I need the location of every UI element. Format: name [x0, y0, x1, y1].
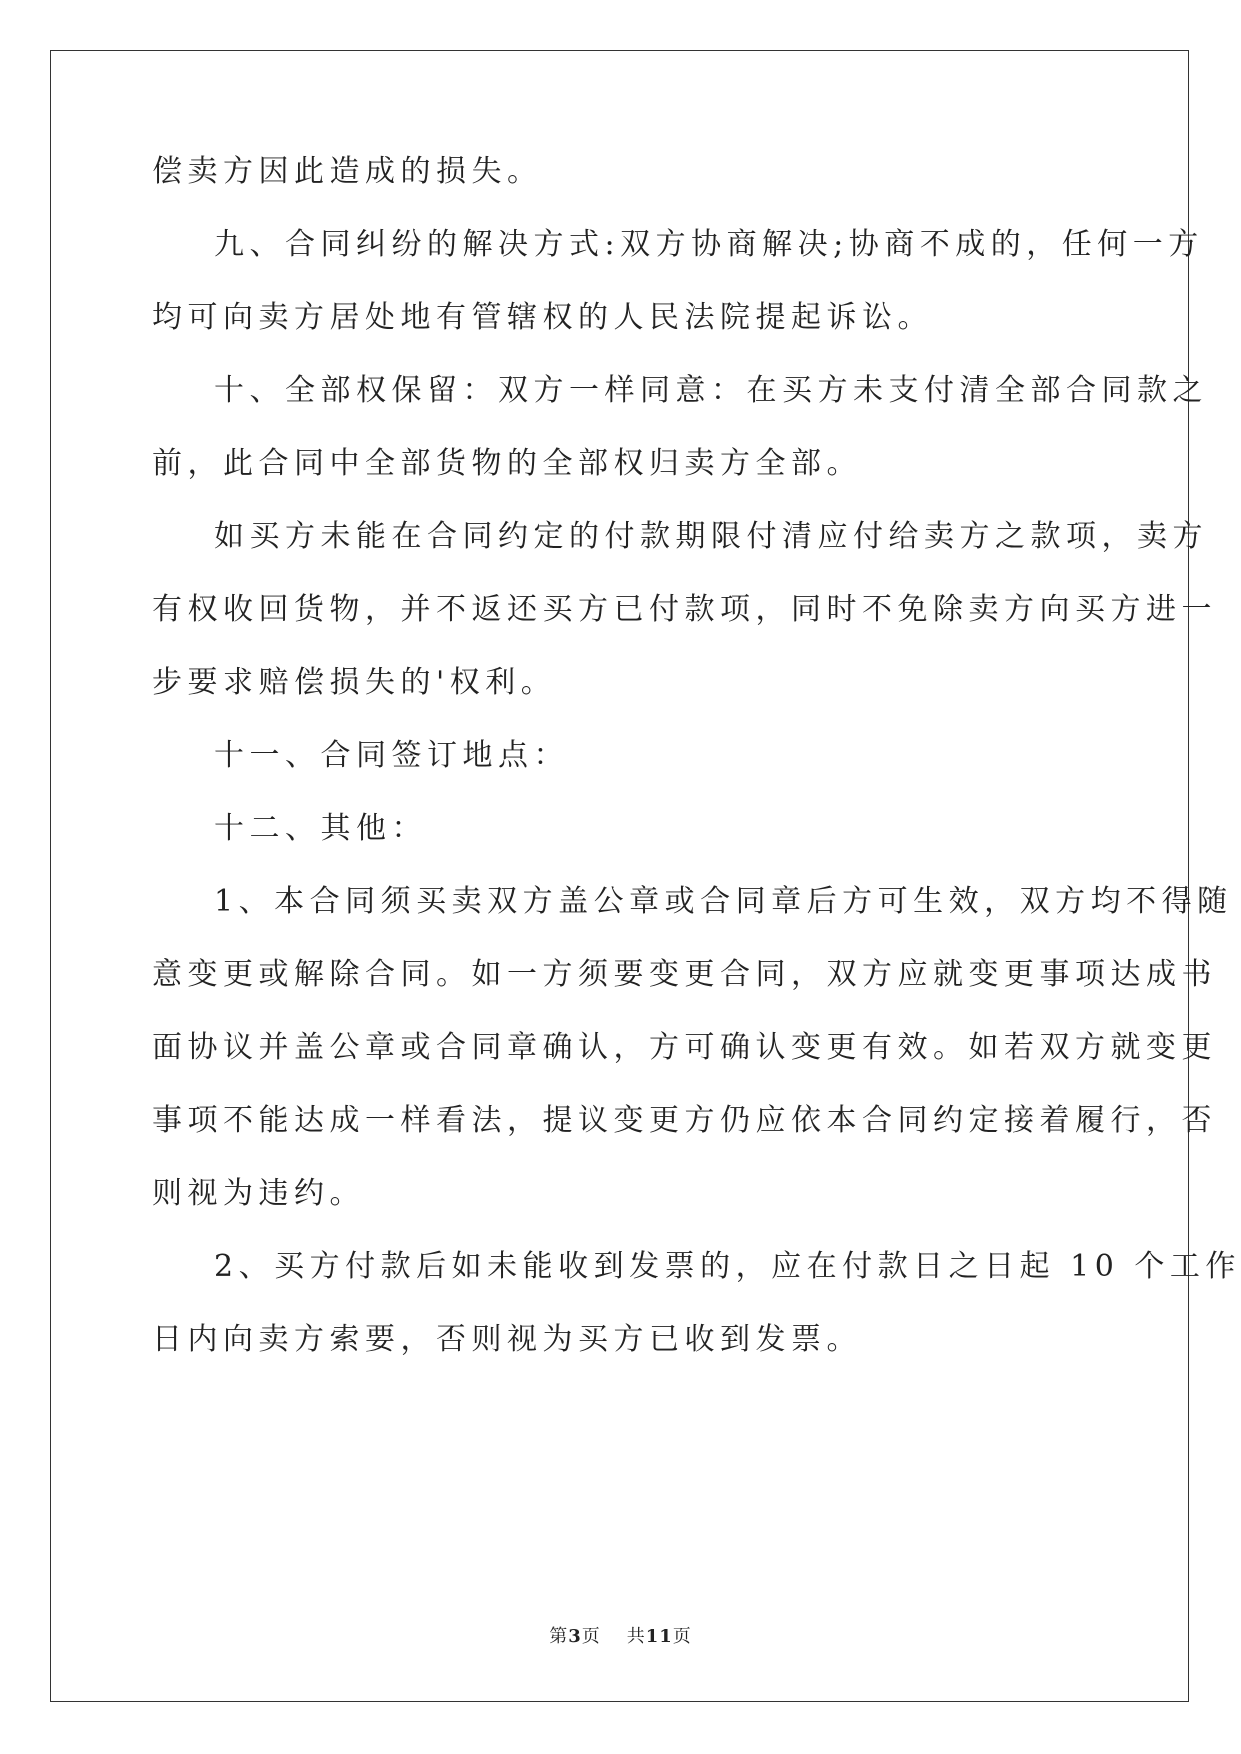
text-line: 则视为违约。: [152, 1176, 365, 1211]
text-line: 有权收回货物，并不返还买方已付款项，同时不免除卖方向买方进一: [152, 592, 1217, 627]
total-pages: 11: [645, 1626, 673, 1647]
item-1-line: 1、本合同须买卖双方盖公章或合同章后方可生效，双方均不得随: [214, 884, 1233, 919]
text-line: 意变更或解除合同。如一方须要变更合同，双方应就变更事项达成书: [152, 957, 1217, 992]
clause-9-line: 九、合同纠纷的解决方式:双方协商解决;协商不成的，任何一方: [214, 227, 1204, 262]
clause-11-line: 十一、合同签订地点：: [214, 738, 569, 773]
paragraph-line: 如买方未能在合同约定的付款期限付清应付给卖方之款项，卖方: [214, 519, 1208, 554]
item-2-line: 2、买方付款后如未能收到发票的，应在付款日之日起 10 个工作: [214, 1249, 1241, 1284]
total-prefix: 共: [626, 1626, 646, 1647]
page-prefix: 第: [549, 1626, 569, 1647]
page-footer: [0, 1625, 1241, 1649]
page-suffix: 页: [581, 1626, 601, 1647]
text-line: 均可向卖方居处地有管辖权的人民法院提起诉讼。: [152, 300, 933, 335]
clause-10-line: 十、全部权保留：双方一样同意：在买方未支付清全部合同款之: [214, 373, 1208, 408]
clause-12-line: 十二、其他：: [214, 811, 427, 846]
text-line: 步要求赔偿损失的'权利。: [152, 665, 557, 700]
text-line: 事项不能达成一样看法，提议变更方仍应依本合同约定接着履行，否: [152, 1103, 1217, 1138]
text-line: 日内向卖方索要，否则视为买方已收到发票。: [152, 1322, 862, 1357]
total-suffix: 页: [672, 1626, 692, 1647]
page-number: 3: [568, 1626, 582, 1647]
text-line: 前，此合同中全部货物的全部权归卖方全部。: [152, 446, 862, 481]
text-line: 偿卖方因此造成的损失。: [152, 154, 543, 189]
text-line: 面协议并盖公章或合同章确认，方可确认变更有效。如若双方就变更: [152, 1030, 1217, 1065]
